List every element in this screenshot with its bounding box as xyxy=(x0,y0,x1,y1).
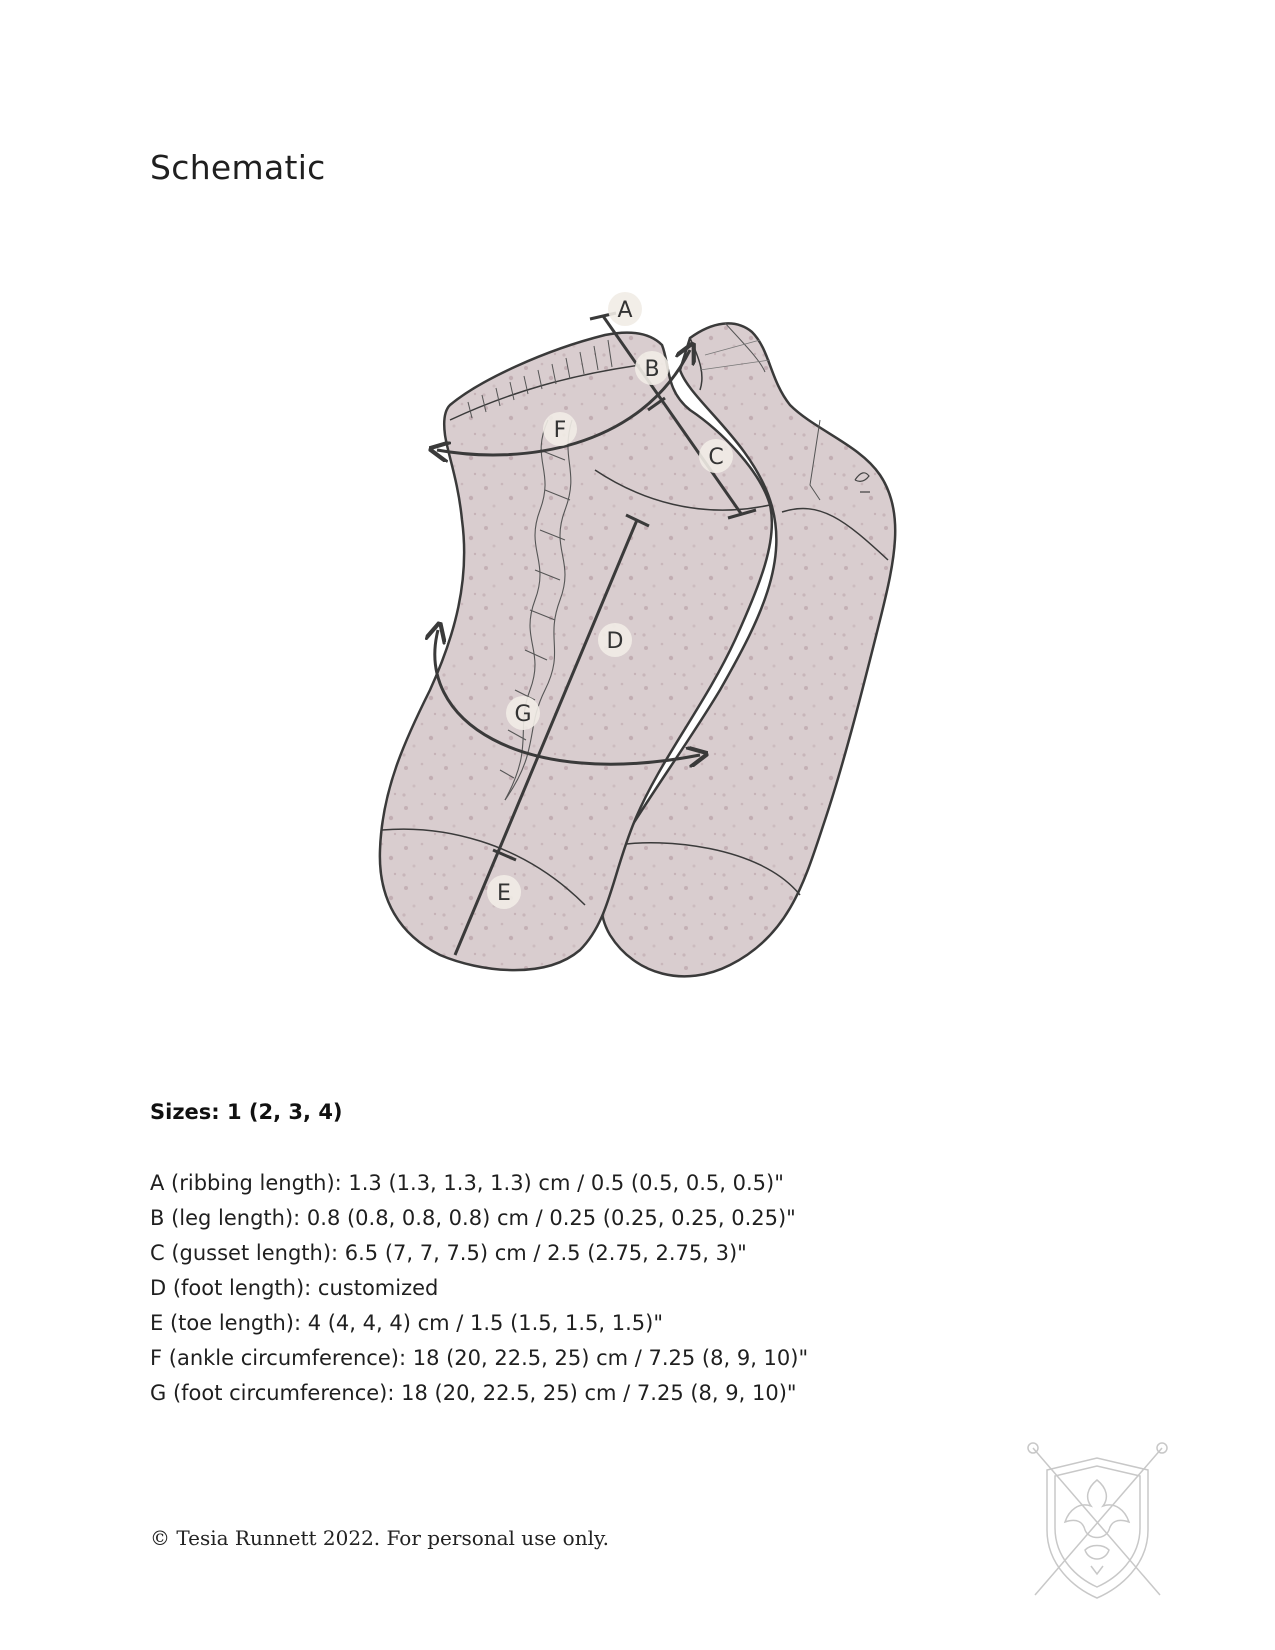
svg-text:C: C xyxy=(708,445,724,470)
measurement-g: G (foot circumference): 18 (20, 22.5, 25) cm / 7.25 (8, 9, 10)" xyxy=(150,1381,797,1405)
measurement-c: C (gusset length): 6.5 (7, 7, 7.5) cm / 2.5 (2.75, 2.75, 3)" xyxy=(150,1241,747,1265)
sizes-heading: Sizes: 1 (2, 3, 4) xyxy=(150,1100,343,1124)
label-E xyxy=(487,875,521,909)
measurement-b: B (leg length): 0.8 (0.8, 0.8, 0.8) cm / 0.25 (0.25, 0.25, 0.25)" xyxy=(150,1206,796,1230)
label-D xyxy=(598,623,632,657)
label-B xyxy=(635,351,669,385)
measurement-d: D (foot length): customized xyxy=(150,1276,439,1300)
svg-text:D: D xyxy=(606,629,624,654)
svg-text:F: F xyxy=(553,418,567,443)
label-A xyxy=(608,292,642,326)
measurement-f: F (ankle circumference): 18 (20, 22.5, 25) cm / 7.25 (8, 9, 10)" xyxy=(150,1346,809,1370)
copyright-footer: © Tesia Runnett 2022. For personal use only. xyxy=(150,1526,609,1550)
svg-text:A: A xyxy=(617,298,633,323)
svg-text:G: G xyxy=(514,702,532,727)
svg-text:E: E xyxy=(497,881,511,906)
label-C xyxy=(699,439,733,473)
measurement-e: E (toe length): 4 (4, 4, 4) cm / 1.5 (1.5, 1.5, 1.5)" xyxy=(150,1311,664,1335)
label-F xyxy=(543,412,577,446)
svg-text:B: B xyxy=(644,357,660,382)
page-title: Schematic xyxy=(150,148,326,187)
measurement-list xyxy=(150,1166,808,1411)
label-G xyxy=(506,696,540,730)
eagle-shield-crest-icon xyxy=(1025,1440,1170,1605)
measurement-a: A (ribbing length): 1.3 (1.3, 1.3, 1.3) cm / 0.5 (0.5, 0.5, 0.5)" xyxy=(150,1171,784,1195)
